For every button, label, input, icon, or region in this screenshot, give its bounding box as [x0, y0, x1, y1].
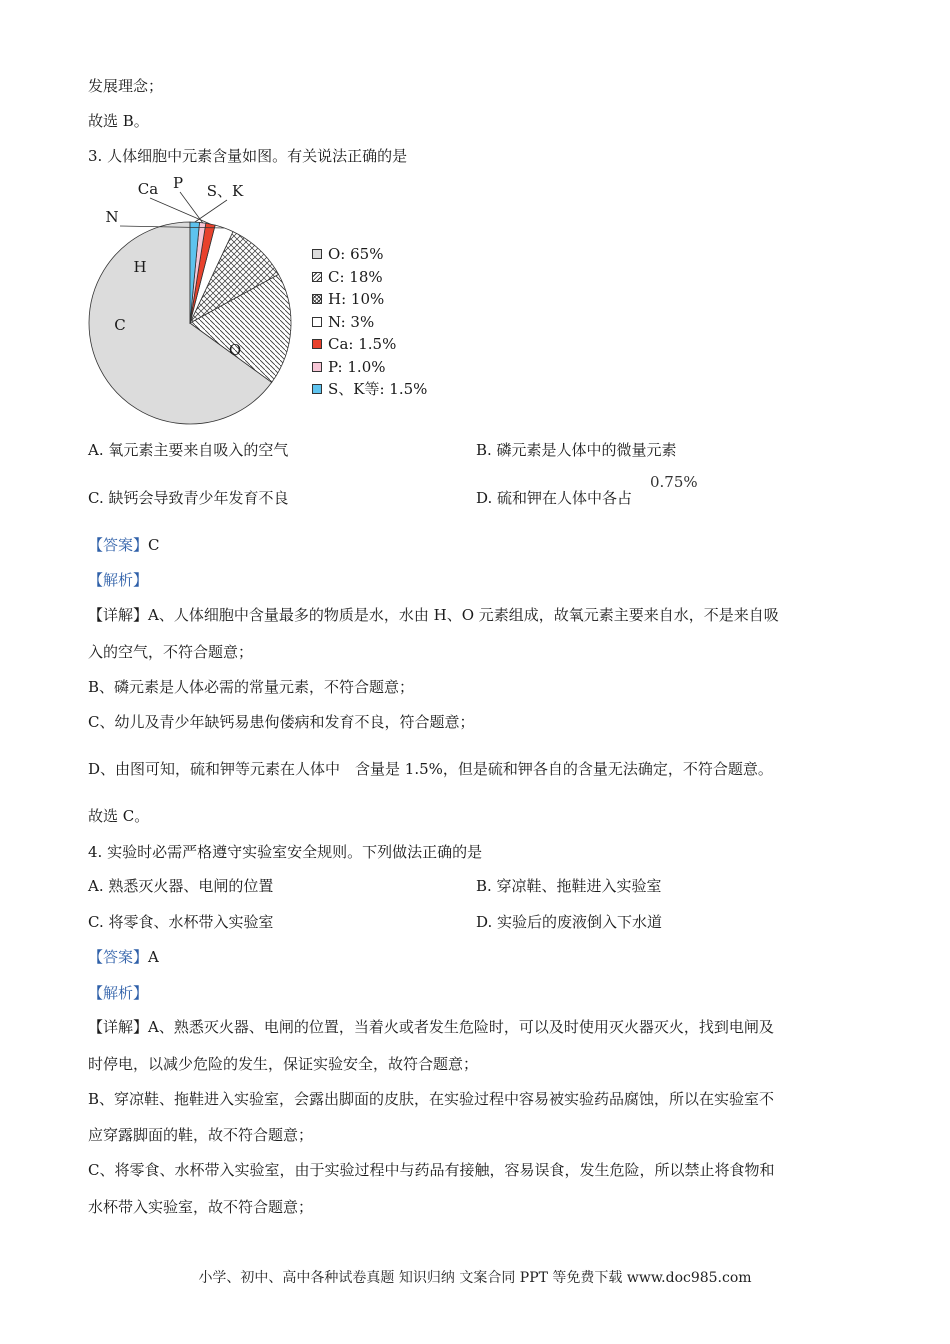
analysis-tag: 【解析】: [88, 571, 149, 589]
legend-swatch: [312, 249, 322, 259]
pie-label-H: H: [133, 258, 147, 276]
detail-line: 水杯带入实验室，故不符合题意；: [88, 1198, 314, 1216]
option-d: D. 硫和钾在人体中各占: [476, 489, 633, 507]
pie-leader-S、K: [195, 200, 227, 222]
detail-text: A、人体细胞中含量最多的物质是水，水由 H、O 元素组成，故氧元素主要来自水，不是来自吸: [148, 606, 779, 624]
legend-swatch: [312, 317, 322, 327]
answer-value: C: [148, 536, 160, 554]
legend-swatch: [312, 339, 322, 349]
answer-value: A: [148, 948, 159, 966]
detail-line: 入的空气，不符合题意；: [88, 643, 254, 661]
option-a: A. 氧元素主要来自吸入的空气: [88, 441, 289, 459]
pie-label-O: O: [228, 341, 242, 359]
option-a: A. 熟悉灭火器、电闸的位置: [88, 877, 274, 895]
legend-swatch: [312, 272, 322, 282]
pie-label-N: N: [105, 208, 119, 226]
pie-label-Ca: Ca: [137, 180, 159, 198]
option-b: B. 磷元素是人体中的微量元素: [476, 441, 677, 459]
legend-label: S、K等: 1.5%: [328, 380, 428, 398]
element-content-pie-chart: [80, 170, 310, 430]
answer-tag: 【答案】: [88, 948, 149, 966]
detail-line: D、由图可知，硫和钾等元素在人体中 含量是 1.5%，但是硫和钾各自的含量无法确定，不符合题意。: [88, 760, 773, 778]
legend-label: Ca: 1.5%: [328, 335, 397, 353]
detail-line: 时停电，以减少危险的发生，保证实验安全，故符合题意；: [88, 1055, 479, 1073]
legend-label: C: 18%: [328, 267, 383, 286]
detail-line: 应穿露脚面的鞋，故不符合题意；: [88, 1126, 314, 1144]
legend-label: H: 10%: [328, 290, 385, 308]
detail-tag: 【详解】: [88, 606, 149, 624]
legend-label: P: 1.0%: [328, 357, 386, 376]
answer-line: [88, 947, 159, 967]
pie-label-C: C: [114, 316, 126, 334]
option-b: B. 穿凉鞋、拖鞋进入实验室: [476, 877, 662, 895]
option-c: C. 缺钙会导致青少年发育不良: [88, 489, 289, 507]
pie-leader-P: [180, 192, 203, 223]
legend-swatch: [312, 362, 322, 372]
option-d: D. 实验后的废液倒入下水道: [476, 913, 663, 931]
legend-swatch: [312, 384, 322, 394]
detail-line: 故选 C。: [88, 807, 150, 825]
answer-line: [88, 535, 160, 555]
question-4-stem: 4. 实验时必需严格遵守实验室安全规则。下列做法正确的是: [88, 843, 483, 861]
detail-line: [88, 1017, 774, 1037]
question-3-stem: 3. 人体细胞中元素含量如图。有关说法正确的是: [88, 147, 408, 165]
legend-swatch: [312, 294, 322, 304]
option-c: C. 将零食、水杯带入实验室: [88, 913, 274, 931]
detail-line: C、幼儿及青少年缺钙易患佝偻病和发育不良，符合题意；: [88, 713, 475, 731]
text-line: 故选 B。: [88, 112, 149, 130]
detail-line: B、穿凉鞋、拖鞋进入实验室，会露出脚面的皮肤，在实验过程中容易被实验药品腐蚀，所以在实验室不: [88, 1090, 775, 1108]
answer-tag: 【答案】: [88, 536, 149, 554]
pie-label-P: P: [172, 174, 184, 192]
option-d-value: 0.75%: [650, 473, 698, 491]
pie-leader-Ca: [150, 198, 210, 224]
detail-line: B、磷元素是人体必需的常量元素，不符合题意；: [88, 678, 415, 696]
analysis-tag: 【解析】: [88, 984, 149, 1002]
text-line: 发展理念；: [88, 77, 164, 95]
legend-label: O: 65%: [328, 245, 384, 263]
detail-tag: 【详解】: [88, 1018, 149, 1036]
detail-line: C、将零食、水杯带入实验室，由于实验过程中与药品有接触，容易误食，发生危险，所以禁止将食物和: [88, 1161, 775, 1179]
detail-text: A、熟悉灭火器、电闸的位置，当着火或者发生危险时，可以及时使用灭火器灭火，找到电闸及: [148, 1018, 774, 1036]
detail-line: [88, 605, 779, 625]
legend-label: N: 3%: [328, 312, 375, 331]
pie-label-S、K: S、K: [206, 182, 244, 200]
page-footer: 小学、初中、高中各种试卷真题 知识归纳 文案合同 PPT 等免费下载 www.doc985.com: [198, 1270, 752, 1286]
